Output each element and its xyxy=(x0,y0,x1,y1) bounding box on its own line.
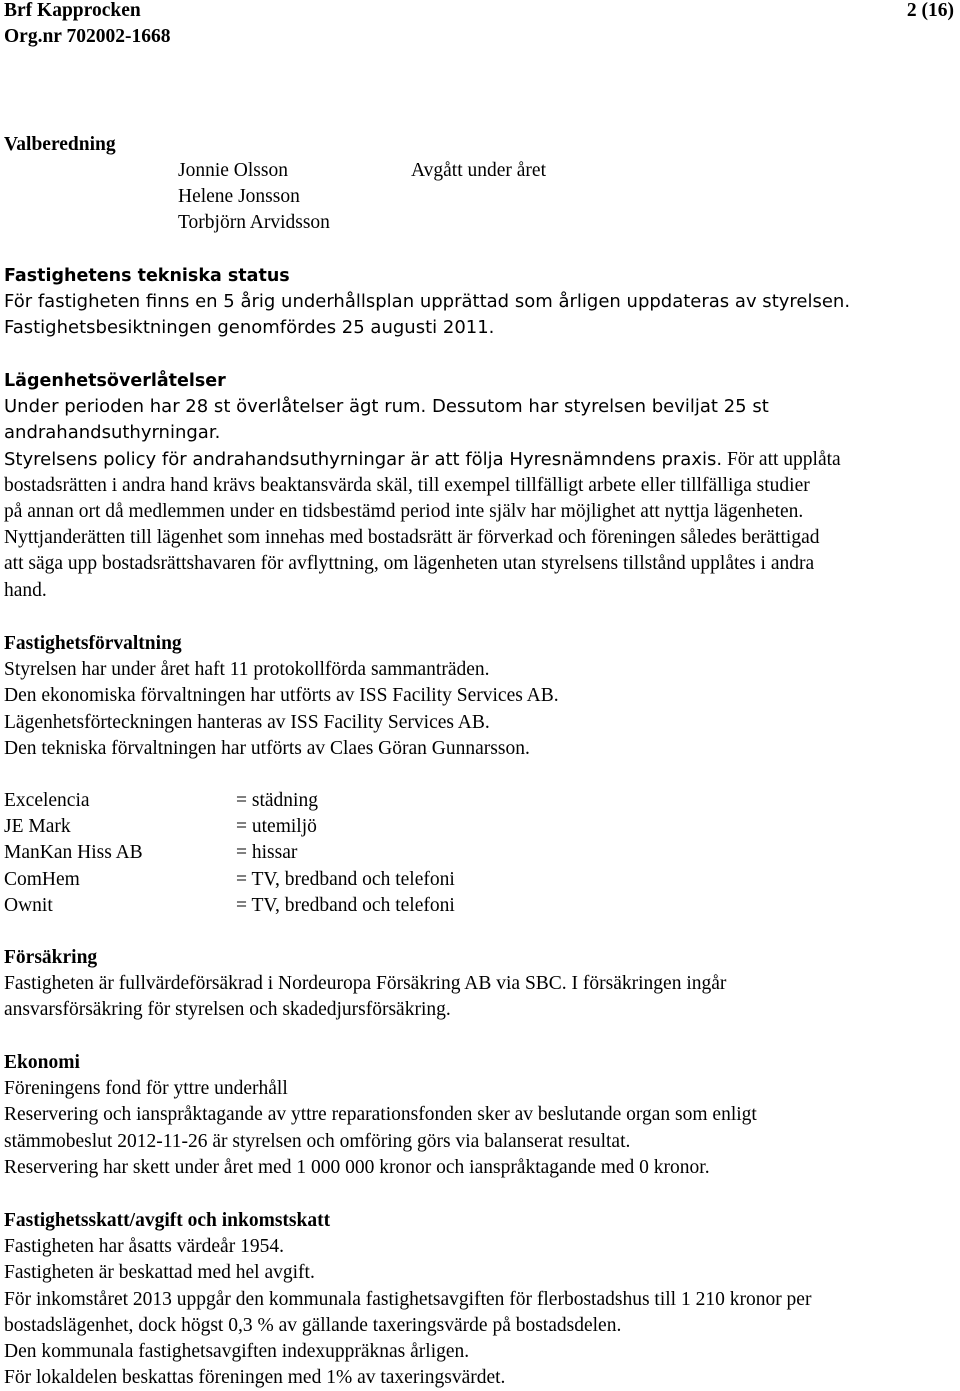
paragraph-line: Reservering och ianspråktagande av yttre reparationsfonden sker av beslutande organ som enligt xyxy=(4,1104,757,1126)
section-title: Fastighetsförvaltning xyxy=(4,633,182,654)
paragraph-line: Fastigheten är beskattad med hel avgift. xyxy=(4,1262,315,1284)
section-forvaltning xyxy=(4,631,956,762)
paragraph-line xyxy=(4,447,956,473)
section-ekonomi xyxy=(4,1050,956,1181)
service-provider-list xyxy=(4,788,956,919)
member-note: Avgått under året xyxy=(411,160,546,181)
member-name: Helene Jonsson xyxy=(178,186,300,208)
provider-service: = TV, bredband och telefoni xyxy=(236,894,455,916)
paragraph-line: att säga upp bostadsrättshavaren för avflyttning, om lägenheten utan styrelsens tillstånd upplåtes i andra xyxy=(4,553,815,575)
section-title: Fastighetens tekniska status xyxy=(4,266,290,286)
section-skatt xyxy=(4,1208,956,1391)
list-item xyxy=(4,893,956,919)
provider-service: = TV, bredband och telefoni xyxy=(236,868,455,890)
paragraph-line: Nyttjanderätten till lägenhet som innehas med bostadsrätt är förverkad och föreningen således berättigad xyxy=(4,527,820,549)
paragraph-line: stämmobeslut 2012-11-26 är styrelsen och omföring görs via balanserat resultat. xyxy=(4,1130,631,1152)
section-title: Ekonomi xyxy=(4,1052,80,1073)
paragraph-line: ansvarsförsäkring för styrelsen och skadedjursförsäkring. xyxy=(4,999,451,1021)
document-header xyxy=(4,0,170,50)
paragraph-line: på annan ort då medlemmen under en tidsbestämd period inte själv har möjlighet att nyttja lägenheten. xyxy=(4,501,804,523)
member-list xyxy=(178,158,330,237)
paragraph-line: Styrelsen har under året haft 11 protokollförda sammanträden. xyxy=(4,659,490,681)
section-title: Fastighetsskatt/avgift och inkomstskatt xyxy=(4,1210,331,1231)
paragraph-line: bostadsrätten i andra hand krävs beaktansvärda skäl, till exempel tillfälligt arbete eller tillfälliga studier xyxy=(4,474,810,496)
paragraph-line: Under perioden har 28 st överlåtelser ägt rum. Dessutom har styrelsen beviljat 25 st xyxy=(4,396,769,418)
paragraph-line: Den ekonomiska förvaltningen har utförts av ISS Facility Services AB. xyxy=(4,685,559,707)
paragraph-line: För inkomståret 2013 uppgår den kommunala fastighetsavgiften för flerbostadshus till 1 210 kronor per xyxy=(4,1288,812,1310)
provider-name: ComHem xyxy=(4,868,80,890)
paragraph-line: bostadslägenhet, dock högst 0,3 % av gällande taxeringsvärde på bostadsdelen. xyxy=(4,1314,622,1336)
paragraph-line: För lokaldelen beskattas föreningen med 1% av taxeringsvärdet. xyxy=(4,1367,506,1389)
provider-service: = utemiljö xyxy=(236,816,317,838)
org-name: Brf Kapprocken xyxy=(4,0,141,21)
list-item xyxy=(4,788,956,814)
paragraph-line: Fastigheten har åsatts värdeår 1954. xyxy=(4,1236,284,1258)
policy-lead: Styrelsens policy för andrahandsuthyrningar är att följa Hyresnämndens praxis. xyxy=(4,448,723,470)
section-overlatelser xyxy=(4,368,956,604)
paragraph-line: Den tekniska förvaltningen har utförts av Claes Göran Gunnarsson. xyxy=(4,737,530,759)
section-title: Försäkring xyxy=(4,947,98,968)
provider-service: = hissar xyxy=(236,842,298,864)
section-forsakring xyxy=(4,945,956,1024)
policy-text: För att upplåta xyxy=(722,448,841,470)
list-item xyxy=(4,840,956,866)
paragraph-line: Reservering har skett under året med 1 000 000 kronor och ianspråktagande med 0 kronor. xyxy=(4,1156,710,1178)
paragraph-line: Föreningens fond för yttre underhåll xyxy=(4,1078,288,1100)
paragraph-line: Lägenhetsförteckningen hanteras av ISS Facility Services AB. xyxy=(4,711,490,733)
paragraph-line: För fastigheten finns en 5 årig underhållsplan upprättad som årligen uppdateras av styrelsen. xyxy=(4,291,851,313)
section-valberedning xyxy=(4,132,956,234)
member-name: Jonnie Olsson xyxy=(178,160,288,181)
paragraph-line: Fastigheten är fullvärdeförsäkrad i Nordeuropa Försäkring AB via SBC. I försäkringen ingår xyxy=(4,973,727,995)
paragraph-line: andrahandsuthyrningar. xyxy=(4,422,221,444)
org-number: Org.nr 702002-1668 xyxy=(4,26,171,47)
member-name: Torbjörn Arvidsson xyxy=(178,212,330,234)
list-item xyxy=(4,814,956,840)
paragraph-line: Fastighetsbesiktningen genomfördes 25 augusti 2011. xyxy=(4,317,495,339)
section-teknisk-status xyxy=(4,263,956,342)
provider-name: Excelencia xyxy=(4,790,90,811)
page-number: 2 (16) xyxy=(906,0,954,21)
provider-service: = städning xyxy=(236,790,318,811)
section-title: Valberedning xyxy=(4,134,116,155)
paragraph-line: hand. xyxy=(4,579,47,601)
provider-name: Ownit xyxy=(4,894,53,916)
provider-name: ManKan Hiss AB xyxy=(4,842,143,864)
paragraph-line: Den kommunala fastighetsavgiften indexuppräknas årligen. xyxy=(4,1341,470,1363)
list-item xyxy=(4,867,956,893)
provider-name: JE Mark xyxy=(4,816,71,838)
section-title: Lägenhetsöverlåtelser xyxy=(4,371,226,391)
